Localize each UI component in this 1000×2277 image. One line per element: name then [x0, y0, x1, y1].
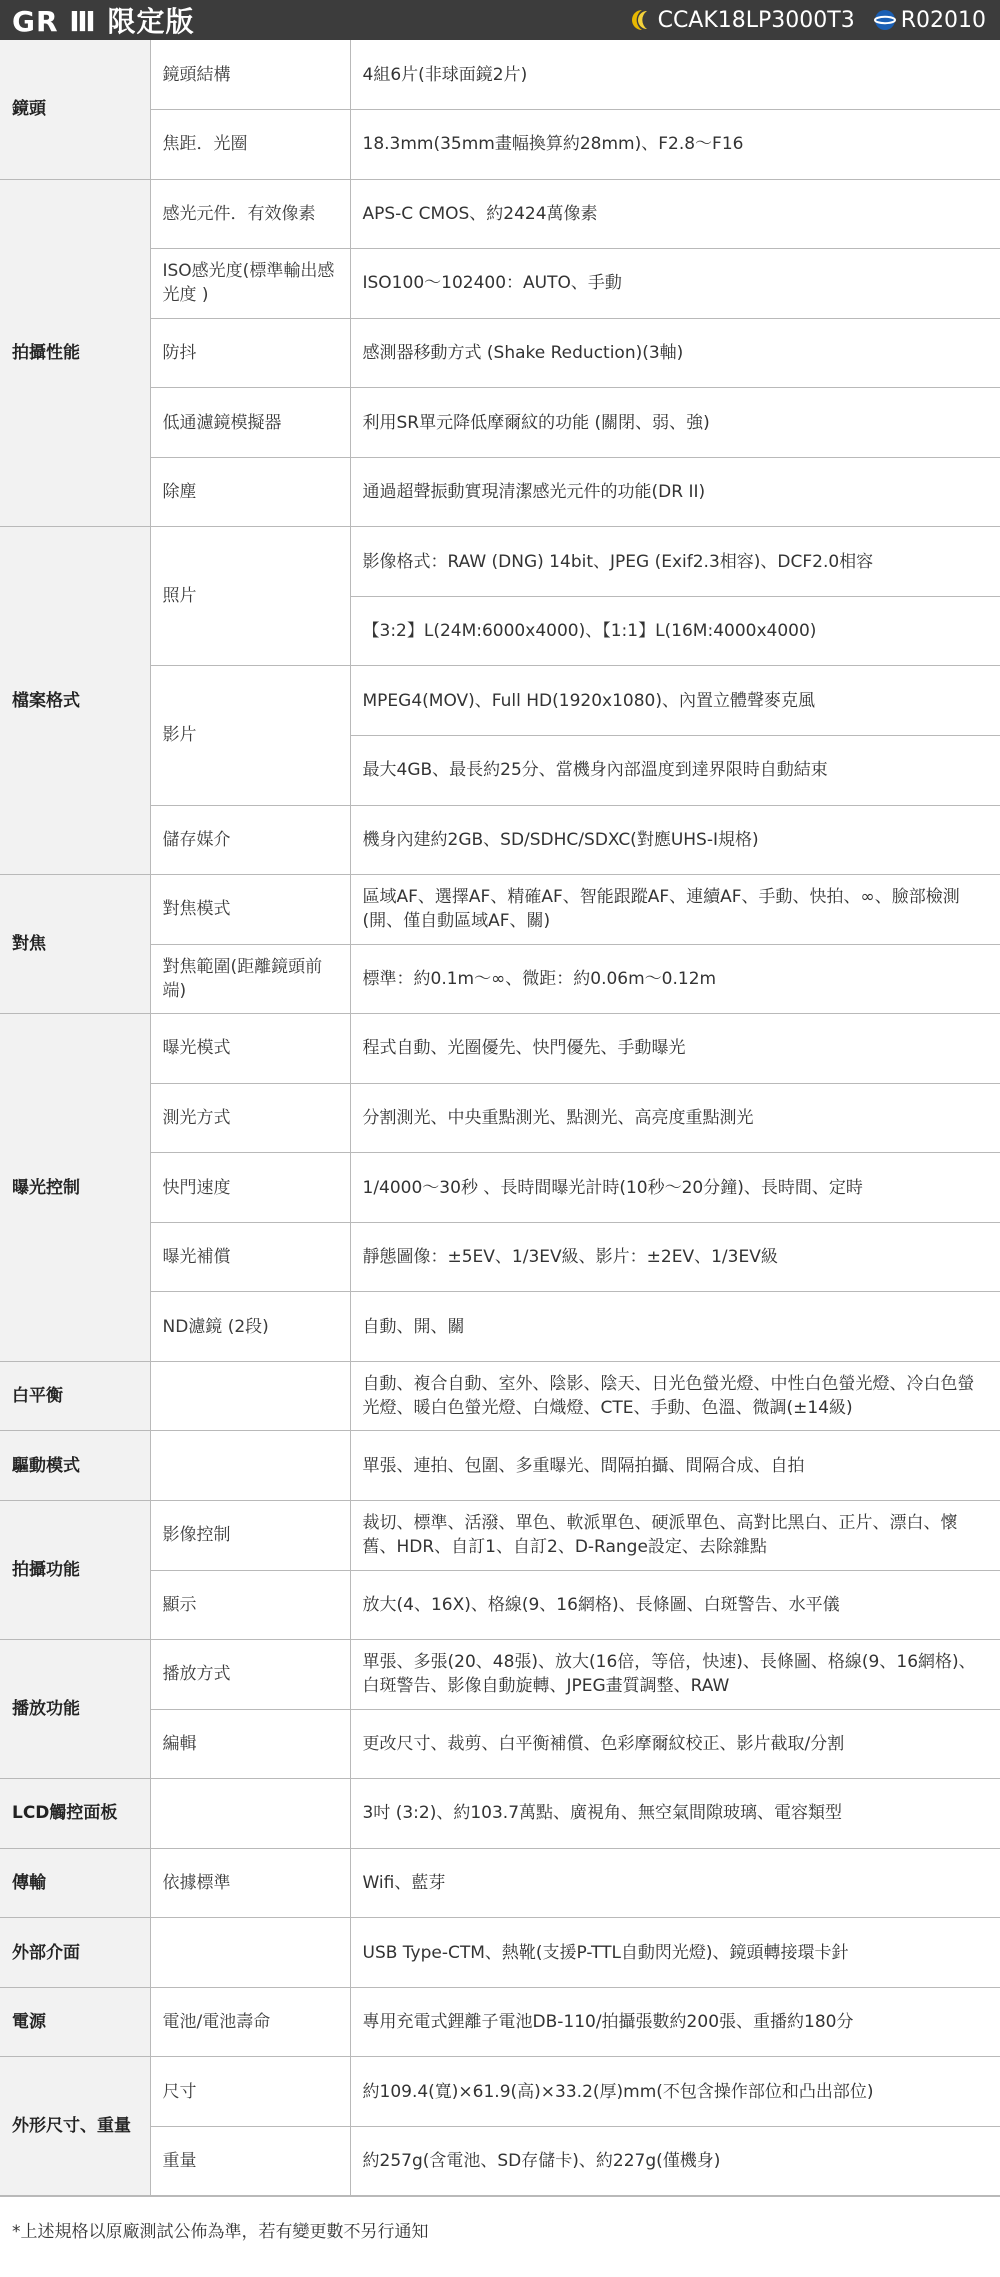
- table-row: [0, 40, 1000, 110]
- spec-item: 防抖: [150, 318, 350, 388]
- footnote: *上述規格以原廠測試公佈為準，若有變更數不另行通知: [0, 2196, 1000, 2261]
- spec-value: Wifi、藍芽: [350, 1848, 1000, 1918]
- table-row: [0, 1570, 1000, 1640]
- spec-value: 單張、連拍、包圍、多重曝光、間隔拍攝、間隔合成、自拍: [350, 1431, 1000, 1501]
- table-row: [0, 457, 1000, 527]
- spec-item: ND濾鏡 (2段): [150, 1292, 350, 1362]
- spec-item: 焦距．光圈: [150, 110, 350, 180]
- spec-category: 播放功能: [0, 1640, 150, 1779]
- spec-value: ISO100～102400：AUTO、手動: [350, 249, 1000, 319]
- spec-item: 除塵: [150, 457, 350, 527]
- spec-category: 外部介面: [0, 1918, 150, 1988]
- table-row: [0, 1361, 1000, 1431]
- spec-table-body: [0, 40, 1000, 2196]
- spec-item: 鏡頭結構: [150, 40, 350, 110]
- spec-category: 白平衡: [0, 1361, 150, 1431]
- spec-value: 18.3mm(35mm畫幅換算約28mm)、F2.8～F16: [350, 110, 1000, 180]
- region-code: [873, 8, 986, 33]
- table-row: [0, 1918, 1000, 1988]
- spec-value: 單張、多張(20、48張)、放大(16倍，等倍，快速)、長條圖、格線(9、16網格)、白斑警告、影像自動旋轉、JPEG畫質調整、RAW: [350, 1640, 1000, 1710]
- table-row: [0, 1779, 1000, 1849]
- spec-category: 鏡頭: [0, 40, 150, 179]
- spec-value: 機身內建約2GB、SD/SDHC/SDXC(對應UHS-I規格): [350, 805, 1000, 875]
- spec-category: 對焦: [0, 875, 150, 1014]
- spec-category: 驅動模式: [0, 1431, 150, 1501]
- table-row: [0, 1431, 1000, 1501]
- spec-item: 影像控制: [150, 1500, 350, 1570]
- spec-value: 區域AF、選擇AF、精確AF、智能跟蹤AF、連續AF、手動、快拍、∞、臉部檢測(開、僅自動區域AF、關): [350, 875, 1000, 945]
- spec-value: 1/4000～30秒 、長時間曝光計時(10秒～20分鐘)、長時間、定時: [350, 1153, 1000, 1223]
- spec-category: 外形尺寸、重量: [0, 2057, 150, 2196]
- spec-item: 尺寸: [150, 2057, 350, 2127]
- spec-item: ISO感光度(標準輸出感光度 ): [150, 249, 350, 319]
- spec-category: 曝光控制: [0, 1014, 150, 1362]
- spec-value: 標準：約0.1m～∞、微距：約0.06m～0.12m: [350, 944, 1000, 1014]
- table-row: [0, 666, 1000, 736]
- spec-item: 播放方式: [150, 1640, 350, 1710]
- globe-logo-icon: [873, 8, 897, 32]
- spec-item: 電池/電池壽命: [150, 1987, 350, 2057]
- table-row: [0, 1987, 1000, 2057]
- spec-item: 測光方式: [150, 1083, 350, 1153]
- spec-value: MPEG4(MOV)、Full HD(1920x1080)、內置立體聲麥克風: [350, 666, 1000, 736]
- spec-value: APS-C CMOS、約2424萬像素: [350, 179, 1000, 249]
- table-row: [0, 2126, 1000, 2196]
- spec-category: 傳輸: [0, 1848, 150, 1918]
- table-row: [0, 388, 1000, 458]
- spec-item: 曝光補償: [150, 1222, 350, 1292]
- table-row: [0, 2057, 1000, 2127]
- spec-value: 自動、複合自動、室外、陰影、陰天、日光色螢光燈、中性白色螢光燈、冷白色螢光燈、暖白色螢光燈、白熾燈、CTE、手動、色溫、微調(±14級): [350, 1361, 1000, 1431]
- spec-value: 裁切、標準、活潑、單色、軟派單色、硬派單色、高對比黑白、正片、漂白、懷舊、HDR、自訂1、自訂2、D-Range設定、去除雜點: [350, 1500, 1000, 1570]
- spec-value: 4組6片(非球面鏡2片): [350, 40, 1000, 110]
- spec-item: 照片: [150, 527, 350, 666]
- code-group: [610, 8, 986, 33]
- spec-item: [150, 1431, 350, 1501]
- crescent-logo-icon: [628, 8, 654, 32]
- spec-value: 影像格式：RAW (DNG) 14bit、JPEG (Exif2.3相容)、DCF2.0相容: [350, 527, 1000, 597]
- spec-item: 低通濾鏡模擬器: [150, 388, 350, 458]
- spec-value: 利用SR單元降低摩爾紋的功能 (關閉、弱、強): [350, 388, 1000, 458]
- table-row: [0, 1222, 1000, 1292]
- spec-item: 快門速度: [150, 1153, 350, 1223]
- table-row: [0, 1014, 1000, 1084]
- region-code-text: R02010: [900, 7, 986, 33]
- spec-value: USB Type-CTM、熱靴(支援P-TTL自動閃光燈)、鏡頭轉接環卡針: [350, 1918, 1000, 1988]
- spec-item: 曝光模式: [150, 1014, 350, 1084]
- table-row: [0, 318, 1000, 388]
- spec-item: [150, 1361, 350, 1431]
- spec-value: 靜態圖像：±5EV、1/3EV級、影片：±2EV、1/3EV級: [350, 1222, 1000, 1292]
- spec-item: 對焦範圍(距離鏡頭前端): [150, 944, 350, 1014]
- product-code: [628, 8, 855, 33]
- spec-value: 最大4GB、最長約25分、當機身內部溫度到達界限時自動結束: [350, 735, 1000, 805]
- spec-item: 儲存媒介: [150, 805, 350, 875]
- page-title: GR Ⅲ 限定版: [12, 5, 195, 38]
- table-row: [0, 805, 1000, 875]
- spec-value: 放大(4、16X)、格線(9、16網格)、長條圖、白斑警告、水平儀: [350, 1570, 1000, 1640]
- spec-item: [150, 1779, 350, 1849]
- spec-value: 3吋 (3:2)、約103.7萬點、廣視角、無空氣間隙玻璃、電容類型: [350, 1779, 1000, 1849]
- spec-item: [150, 1918, 350, 1988]
- spec-item: 重量: [150, 2126, 350, 2196]
- table-row: [0, 1292, 1000, 1362]
- spec-category: 拍攝功能: [0, 1500, 150, 1639]
- table-row: [0, 1640, 1000, 1710]
- table-row: [0, 875, 1000, 945]
- spec-item: 影片: [150, 666, 350, 805]
- spec-category: 電源: [0, 1987, 150, 2057]
- spec-value: 約257g(含電池、SD存儲卡)、約227g(僅機身): [350, 2126, 1000, 2196]
- spec-value: 程式自動、光圈優先、快門優先、手動曝光: [350, 1014, 1000, 1084]
- table-row: [0, 179, 1000, 249]
- spec-value: 感測器移動方式 (Shake Reduction)(3軸): [350, 318, 1000, 388]
- table-row: [0, 1153, 1000, 1223]
- page-header: [0, 0, 1000, 40]
- table-row: [0, 944, 1000, 1014]
- spec-value: 更改尺寸、裁剪、白平衡補償、色彩摩爾紋校正、影片截取/分割: [350, 1709, 1000, 1779]
- table-row: [0, 110, 1000, 180]
- spec-value: 自動、開、關: [350, 1292, 1000, 1362]
- spec-category: 檔案格式: [0, 527, 150, 875]
- spec-value: 分割測光、中央重點測光、點測光、高亮度重點測光: [350, 1083, 1000, 1153]
- spec-item: 依據標準: [150, 1848, 350, 1918]
- spec-value: 通過超聲振動實現清潔感光元件的功能(DR II): [350, 457, 1000, 527]
- spec-item: 編輯: [150, 1709, 350, 1779]
- spec-item: 顯示: [150, 1570, 350, 1640]
- table-row: [0, 1709, 1000, 1779]
- spec-item: 對焦模式: [150, 875, 350, 945]
- spec-value: 【3:2】L(24M:6000x4000)、【1:1】L(16M:4000x4000): [350, 596, 1000, 666]
- spec-category: LCD觸控面板: [0, 1779, 150, 1849]
- table-row: [0, 249, 1000, 319]
- table-row: [0, 1500, 1000, 1570]
- spec-value: 約109.4(寬)×61.9(高)×33.2(厚)mm(不包含操作部位和凸出部位): [350, 2057, 1000, 2127]
- table-row: [0, 1848, 1000, 1918]
- table-row: [0, 1083, 1000, 1153]
- spec-item: 感光元件．有效像素: [150, 179, 350, 249]
- spec-table: [0, 40, 1000, 2196]
- spec-category: 拍攝性能: [0, 179, 150, 527]
- product-code-text: CCAK18LP3000T3: [657, 7, 855, 33]
- table-row: [0, 527, 1000, 597]
- spec-value: 專用充電式鋰離子電池DB-110/拍攝張數約200張、重播約180分: [350, 1987, 1000, 2057]
